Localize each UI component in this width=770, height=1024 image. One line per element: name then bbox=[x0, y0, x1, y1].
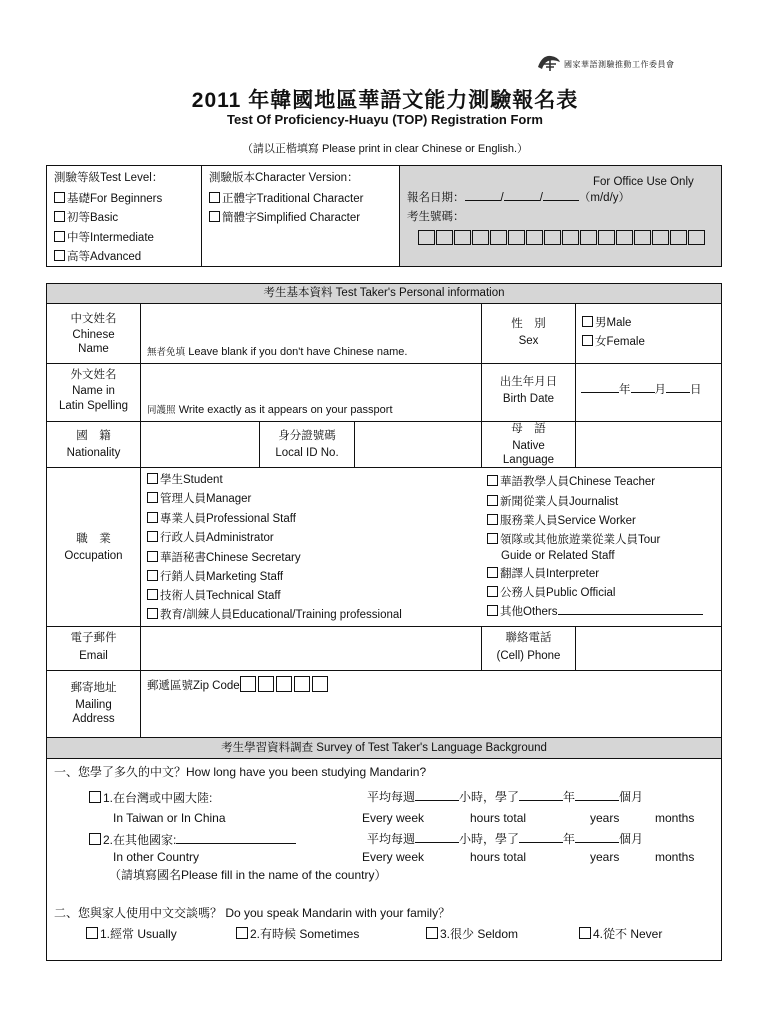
survey-section-title: 考生學習資料調查 Survey of Test Taker's Language Background bbox=[221, 742, 547, 754]
q1-other-country-en: In other Country bbox=[113, 850, 200, 864]
nationality-label-en: Nationality bbox=[66, 447, 121, 459]
occupation-tour-guide-cont: Guide or Related Staff bbox=[501, 550, 615, 562]
birth-date-label-en: Birth Date bbox=[502, 393, 555, 405]
level-basic-checkbox[interactable]: 初等Basic bbox=[54, 211, 118, 225]
exam-number-label: 考生號碼： bbox=[407, 211, 465, 223]
phone-label-en: (Cell) Phone bbox=[496, 650, 561, 662]
address-label-en2: Address bbox=[72, 713, 115, 725]
q1-other-months-en: months bbox=[655, 850, 695, 864]
address-label-en1: Mailing bbox=[75, 699, 112, 711]
local-id-label-zh: 身分證號碼 bbox=[278, 430, 336, 442]
occupation-label-zh: 職 業 bbox=[76, 533, 111, 545]
sex-female-checkbox[interactable]: 女Female bbox=[582, 335, 645, 349]
occupation-student-checkbox[interactable]: 學生Student bbox=[147, 473, 223, 487]
occupation-journalist-checkbox[interactable]: 新聞從業人員Journalist bbox=[487, 495, 618, 509]
personal-section-title: 考生基本資料 Test Taker's Personal information bbox=[263, 287, 505, 299]
nationality-input[interactable] bbox=[141, 422, 259, 467]
occupation-manager-checkbox[interactable]: 管理人員Manager bbox=[147, 492, 251, 506]
address-label-zh: 郵寄地址 bbox=[70, 682, 117, 694]
email-label-zh: 電子郵件 bbox=[70, 632, 117, 644]
org-name: 國家華語測驗推動工作委員會 bbox=[564, 60, 675, 69]
q1-taiwan-weekly-en: Every week bbox=[362, 811, 425, 825]
q1-taiwan-duration[interactable]: 平均每週 小時，學了 年 個月 bbox=[367, 790, 644, 804]
chinese-name-hint: 無者免填 Leave blank if you don't have Chinese name. bbox=[147, 346, 408, 358]
occupation-tour-guide-checkbox[interactable]: 領隊或其他旅遊業從業人員Tour bbox=[487, 533, 660, 547]
occupation-label-en: Occupation bbox=[64, 550, 123, 562]
chinese-name-label-en1: Chinese bbox=[72, 329, 115, 341]
occupation-technical-checkbox[interactable]: 技術人員Technical Staff bbox=[147, 589, 281, 603]
birth-date-input[interactable]: 年 月 日 bbox=[581, 384, 702, 397]
sex-label-zh: 性 別 bbox=[511, 318, 546, 330]
nationality-label-zh: 國 籍 bbox=[76, 430, 111, 442]
mailing-address-input[interactable] bbox=[141, 696, 721, 736]
chinese-name-label-zh: 中文姓名 bbox=[70, 313, 117, 325]
q1-other-country-checkbox[interactable]: 2.在其他國家: bbox=[89, 833, 296, 848]
sex-label-en: Sex bbox=[518, 335, 539, 347]
native-language-label-zh: 母 語 bbox=[511, 423, 546, 435]
exam-number-boxes bbox=[418, 230, 706, 249]
q1-taiwan-years-en: years bbox=[590, 811, 620, 825]
version-simplified-checkbox[interactable]: 簡體字Simplified Character bbox=[209, 211, 360, 225]
q1-taiwan-en: In Taiwan or In China bbox=[113, 811, 226, 825]
latin-name-hint: 同護照 Write exactly as it appears on your passport bbox=[147, 404, 393, 416]
occupation-administrator-checkbox[interactable]: 行政人員Administrator bbox=[147, 531, 274, 545]
latin-name-label-en2: Latin Spelling bbox=[58, 400, 129, 412]
occupation-education-checkbox[interactable]: 教育/訓練人員Educational/Training professional bbox=[147, 608, 402, 622]
native-language-label-en1: Native bbox=[512, 440, 545, 452]
q1-taiwan-months-en: months bbox=[655, 811, 695, 825]
office-use-label: For Office Use Only bbox=[593, 176, 694, 188]
org-logo-icon bbox=[536, 52, 562, 72]
occupation-others-checkbox[interactable]: 其他Others bbox=[487, 605, 703, 619]
zip-code-field[interactable]: 郵遞區號Zip Code bbox=[147, 676, 330, 693]
occupation-service-worker-checkbox[interactable]: 服務業人員Service Worker bbox=[487, 514, 636, 528]
occupation-secretary-checkbox[interactable]: 華語秘書Chinese Secretary bbox=[147, 551, 301, 565]
q2-sometimes-checkbox[interactable]: 2.有時候 Sometimes bbox=[236, 927, 359, 942]
char-version-label: 測驗版本Character Version： bbox=[209, 172, 359, 184]
occupation-professional-checkbox[interactable]: 專業人員Professional Staff bbox=[147, 512, 296, 526]
email-label-en: Email bbox=[79, 650, 108, 662]
q1-other-duration[interactable]: 平均每週 小時，學了 年 個月 bbox=[367, 832, 644, 846]
q1-taiwan-hours-en: hours total bbox=[470, 811, 527, 825]
level-beginners-checkbox[interactable]: 基礎For Beginners bbox=[54, 192, 162, 206]
test-level-label: 測驗等級Test Level： bbox=[54, 172, 164, 184]
q1-country-note: （請填寫國名Please fill in the name of the country） bbox=[109, 868, 387, 882]
phone-input[interactable] bbox=[576, 627, 721, 670]
local-id-label-en: Local ID No. bbox=[275, 447, 339, 459]
org-logo bbox=[536, 52, 675, 72]
survey-q2: 二、您與家人使用中文交談嗎？ Do you speak Mandarin with your family？ bbox=[54, 906, 451, 920]
survey-q1: 一、您學了多久的中文？How long have you been studying Mandarin? bbox=[54, 765, 427, 779]
q1-taiwan-checkbox[interactable]: 1.在台灣或中國大陸: bbox=[89, 791, 212, 806]
occupation-interpreter-checkbox[interactable]: 翻譯人員Interpreter bbox=[487, 567, 599, 581]
chinese-name-label-en2: Name bbox=[78, 343, 109, 355]
q1-other-years-en: years bbox=[590, 850, 620, 864]
q2-never-checkbox[interactable]: 4.從不 Never bbox=[579, 927, 662, 942]
birth-date-label-zh: 出生年月日 bbox=[499, 376, 558, 388]
q2-seldom-checkbox[interactable]: 3.很少 Seldom bbox=[426, 927, 518, 942]
occupation-chinese-teacher-checkbox[interactable]: 華語教學人員Chinese Teacher bbox=[487, 475, 655, 489]
latin-name-label-en1: Name in bbox=[72, 385, 115, 397]
level-intermediate-checkbox[interactable]: 中等Intermediate bbox=[54, 231, 154, 245]
email-input[interactable] bbox=[141, 627, 481, 670]
occupation-public-official-checkbox[interactable]: 公務人員Public Official bbox=[487, 586, 615, 600]
latin-name-label-zh: 外文姓名 bbox=[70, 369, 117, 381]
version-traditional-checkbox[interactable]: 正體字Traditional Character bbox=[209, 192, 363, 206]
form-title-zh: 2011 年韓國地區華語文能力測驗報名表 bbox=[191, 89, 579, 112]
native-language-label-en2: Language bbox=[502, 454, 555, 466]
local-id-input[interactable] bbox=[355, 422, 481, 467]
occupation-marketing-checkbox[interactable]: 行銷人員Marketing Staff bbox=[147, 570, 283, 584]
print-instruction: （請以正楷填寫 Please print in clear Chinese or English.） bbox=[241, 143, 529, 155]
level-advanced-checkbox[interactable]: 高等Advanced bbox=[54, 250, 141, 264]
form-title-en: Test Of Proficiency-Huayu (TOP) Registration Form bbox=[227, 112, 543, 127]
phone-label-zh: 聯絡電話 bbox=[505, 632, 552, 644]
q1-other-weekly-en: Every week bbox=[362, 850, 425, 864]
registration-date: 報名日期： / / （m/d/y） bbox=[407, 192, 631, 204]
q1-other-hours-en: hours total bbox=[470, 850, 527, 864]
q2-usually-checkbox[interactable]: 1.經常 Usually bbox=[86, 927, 177, 942]
sex-male-checkbox[interactable]: 男Male bbox=[582, 316, 631, 330]
native-language-input[interactable] bbox=[576, 422, 721, 467]
